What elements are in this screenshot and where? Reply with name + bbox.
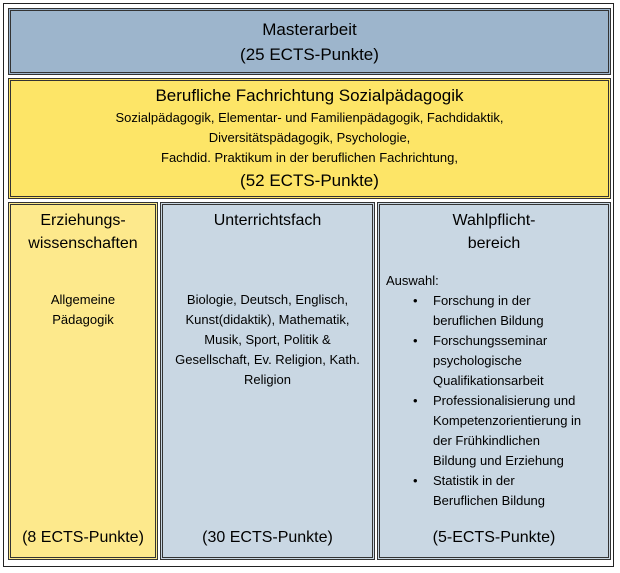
list-item bbox=[380, 291, 608, 331]
list-item-line: Qualifikationsarbeit bbox=[433, 373, 544, 388]
fachrichtung-line-1: Sozialpädagogik, Elementar- und Familienpädagogik, Fachdidaktik, bbox=[115, 110, 504, 125]
bullet-icon: • bbox=[413, 393, 418, 408]
list-item-line: Statistik in der bbox=[433, 473, 515, 488]
erziehungswissenschaften-box bbox=[8, 202, 158, 560]
erziehung-title-line-2: wissenschaften bbox=[28, 235, 138, 252]
erziehung-body-line-1: Allgemeine bbox=[50, 292, 116, 307]
fachrichtung-title: Berufliche Fachrichtung Sozialpädagogik bbox=[155, 86, 464, 105]
list-item-line: der Frühkindlichen bbox=[433, 433, 540, 448]
unterricht-body-line-3: Musik, Sport, Politik & bbox=[204, 332, 331, 347]
bullet-icon: • bbox=[413, 293, 418, 308]
erziehung-title-line-1: Erziehungs- bbox=[40, 212, 126, 229]
unterricht-body-line-4: Gesellschaft, Ev. Religion, Kath. bbox=[175, 352, 360, 367]
unterricht-body-line-5: Religion bbox=[244, 372, 291, 387]
unterricht-title: Unterrichtsfach bbox=[213, 212, 322, 229]
fachrichtung-points: (52 ECTS-Punkte) bbox=[240, 171, 379, 190]
wahlpflicht-title-line-1: Wahlpflicht- bbox=[452, 212, 536, 229]
bullet-icon: • bbox=[413, 333, 418, 348]
fachrichtung-box bbox=[8, 78, 611, 199]
masterarbeit-title: Masterarbeit bbox=[262, 20, 357, 39]
list-item-line: Forschungsseminar bbox=[433, 333, 548, 348]
unterricht-body-line-2: Kunst(didaktik), Mathematik, bbox=[185, 312, 350, 327]
list-item-line: Bildung und Erziehung bbox=[433, 453, 564, 468]
wahlpflichtbereich-box bbox=[377, 202, 611, 560]
fachrichtung-line-2: Diversitätspädagogik, Psychologie, bbox=[208, 130, 411, 145]
wahlpflicht-points: (5-ECTS-Punkte) bbox=[432, 529, 556, 546]
wahlpflicht-auswahl-label: Auswahl: bbox=[386, 273, 439, 288]
unterricht-points: (30 ECTS-Punkte) bbox=[202, 529, 333, 546]
list-item-line: Forschung in der bbox=[433, 293, 531, 308]
list-item bbox=[380, 391, 608, 471]
erziehung-body-line-2: Pädagogik bbox=[52, 312, 114, 327]
list-item-line: Kompetenzorientierung in bbox=[433, 413, 582, 428]
masterarbeit-box bbox=[8, 8, 611, 75]
list-item-line: psychologische bbox=[433, 353, 522, 368]
unterrichtsfach-box bbox=[160, 202, 375, 560]
list-item bbox=[380, 471, 608, 511]
list-item-line: Beruflichen Bildung bbox=[433, 493, 546, 508]
list-item bbox=[380, 331, 608, 391]
erziehung-points: (8 ECTS-Punkte) bbox=[22, 529, 144, 546]
list-item-line: Professionalisierung und bbox=[433, 393, 576, 408]
fachrichtung-line-3: Fachdid. Praktikum in der beruflichen Fachrichtung, bbox=[161, 150, 458, 165]
unterricht-body-line-1: Biologie, Deutsch, Englisch, bbox=[186, 292, 349, 307]
masterarbeit-points: (25 ECTS-Punkte) bbox=[240, 45, 379, 64]
list-item-line: beruflichen Bildung bbox=[433, 313, 544, 328]
wahlpflicht-list bbox=[380, 291, 608, 511]
bullet-icon: • bbox=[413, 473, 418, 488]
wahlpflicht-title-line-2: bereich bbox=[467, 235, 521, 252]
